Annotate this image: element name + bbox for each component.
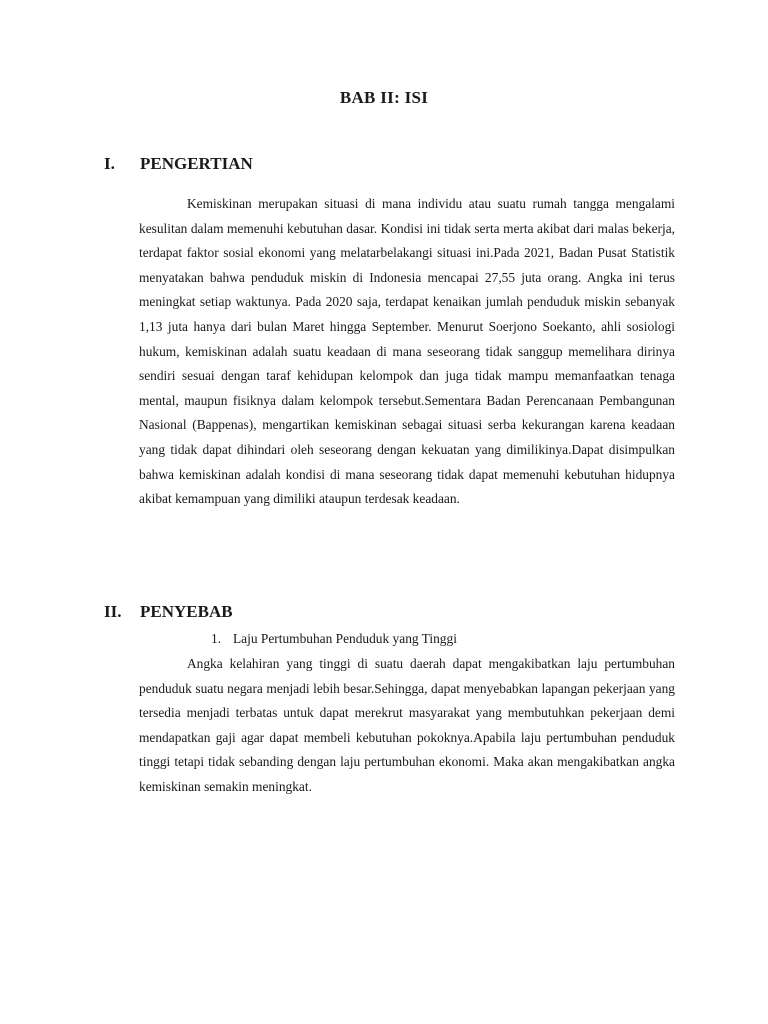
section-heading-penyebab: [0, 602, 700, 626]
subsection-heading: [211, 631, 457, 647]
section-number: I.: [104, 154, 115, 173]
section-number: II.: [104, 602, 122, 621]
subsection-paragraph: Angka kelahiran yang tinggi di suatu daerah dapat mengakibatkan laju pertumbuhan penduduk suatu negara menjadi lebih besar.Sehingga, dapat menyebabkan lapangan pekerjaan yang tersedia menjadi terbatas untuk dapat merekrut masyarakat yang membutuhkan pekerjaan demi mendapatkan gaji agar dapat membeli kebutuhan pokoknya.Apabila laju pertumbuhan penduduk tinggi tetapi tidak sebanding dengan laju pertumbuhan ekonomi. Maka akan mengakibatkan angka kemiskinan semakin meningkat.: [139, 656, 675, 794]
section-paragraph: Kemiskinan merupakan situasi di mana individu atau suatu rumah tangga mengalami kesulitan dalam memenuhi kebutuhan dasar. Kondisi ini tidak serta merta akibat dari malas bekerja, terdapat faktor sosial ekonomi yang melatarbelakangi situasi ini.Pada 2021, Badan Pusat Statistik menyatakan bahwa penduduk miskin di Indonesia mencapai 27,55 juta orang. Angka ini terus meningkat setiap waktunya. Pada 2020 saja, terdapat kenaikan jumlah penduduk miskin sebanyak 1,13 juta hanya dari bulan Maret hingga September. Menurut Soerjono Soekanto, ahli sosiologi hukum, kemiskinan adalah suatu keadaan di mana seseorang tidak sanggup memelihara dirinya sendiri sesuai dengan taraf kehidupan kelompok dan juga tidak mampu memanfaatkan tenaga mental, maupun fisiknya dalam kelompok tersebut.Sementara Badan Perencanaan Pembangunan Nasional (Bappenas), mengartikan kemiskinan sebagai situasi serba kekurangan karena keadaan yang tidak dapat dihindari oleh seseorang dengan kekuatan yang dimilikinya.Dapat disimpulkan bahwa kemiskinan adalah kondisi di mana seseorang tidak dapat memenuhi kebutuhan hidupnya akibat kemampuan yang dimiliki ataupun terdesak keadaan.: [139, 196, 675, 507]
subsection-title: Laju Pertumbuhan Penduduk yang Tinggi: [233, 631, 457, 646]
section-heading-pengertian: [0, 154, 700, 178]
chapter-title: BAB II: ISI: [339, 88, 429, 107]
section-title: PENYEBAB: [140, 602, 233, 621]
section-title: PENGERTIAN: [140, 154, 253, 173]
subsection-number: 1.: [211, 631, 222, 646]
